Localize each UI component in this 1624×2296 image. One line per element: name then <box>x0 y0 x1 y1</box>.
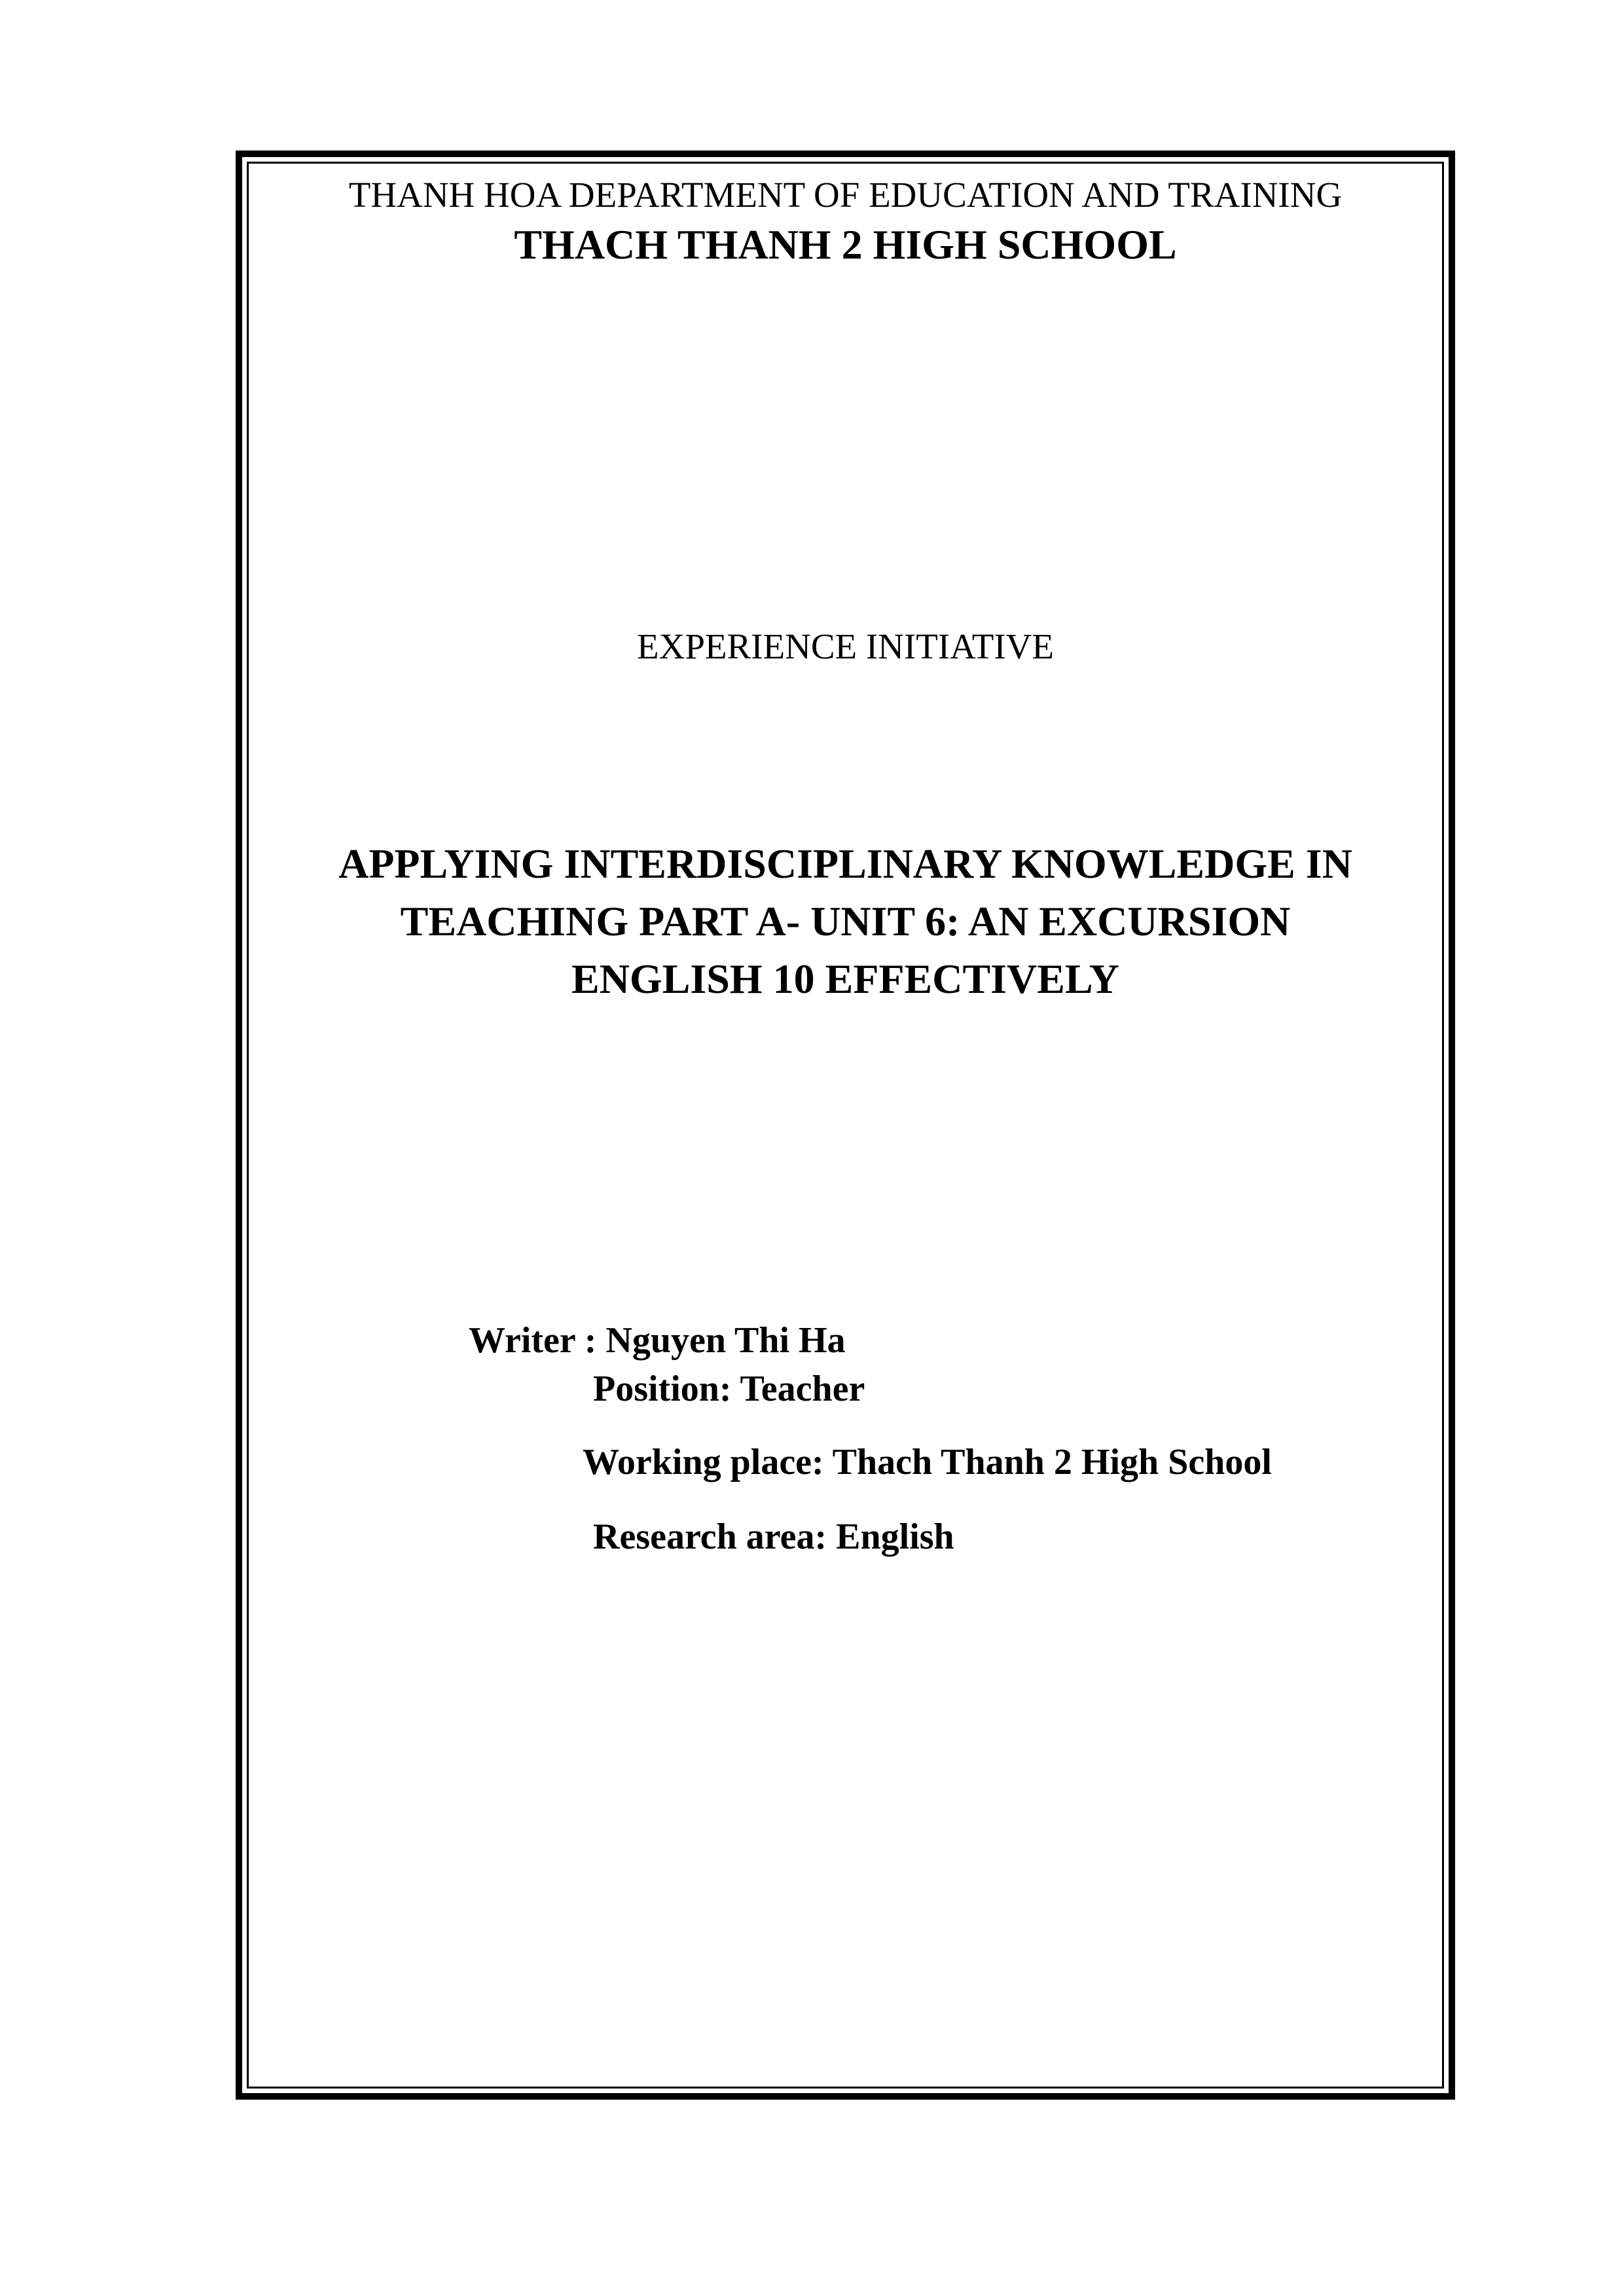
page-border-inner <box>247 162 1444 2089</box>
working-place-line: Working place: Thach Thanh 2 High School <box>583 1442 1272 1482</box>
writer-line: Writer : Nguyen Thi Ha <box>469 1320 846 1361</box>
research-area-line: Research area: English <box>593 1516 954 1557</box>
department-heading: THANH HOA DEPARTMENT OF EDUCATION AND TRAINING <box>348 175 1343 215</box>
school-heading: THACH THANH 2 HIGH SCHOOL <box>514 221 1177 268</box>
title-line-3: ENGLISH 10 EFFECTIVELY <box>571 956 1119 1002</box>
position-line: Position: Teacher <box>593 1369 865 1409</box>
title-line-2: TEACHING PART A- UNIT 6: AN EXCURSION <box>400 898 1291 944</box>
title-line-1: APPLYING INTERDISCIPLINARY KNOWLEDGE IN <box>338 840 1352 887</box>
document-type: EXPERIENCE INITIATIVE <box>637 626 1054 666</box>
